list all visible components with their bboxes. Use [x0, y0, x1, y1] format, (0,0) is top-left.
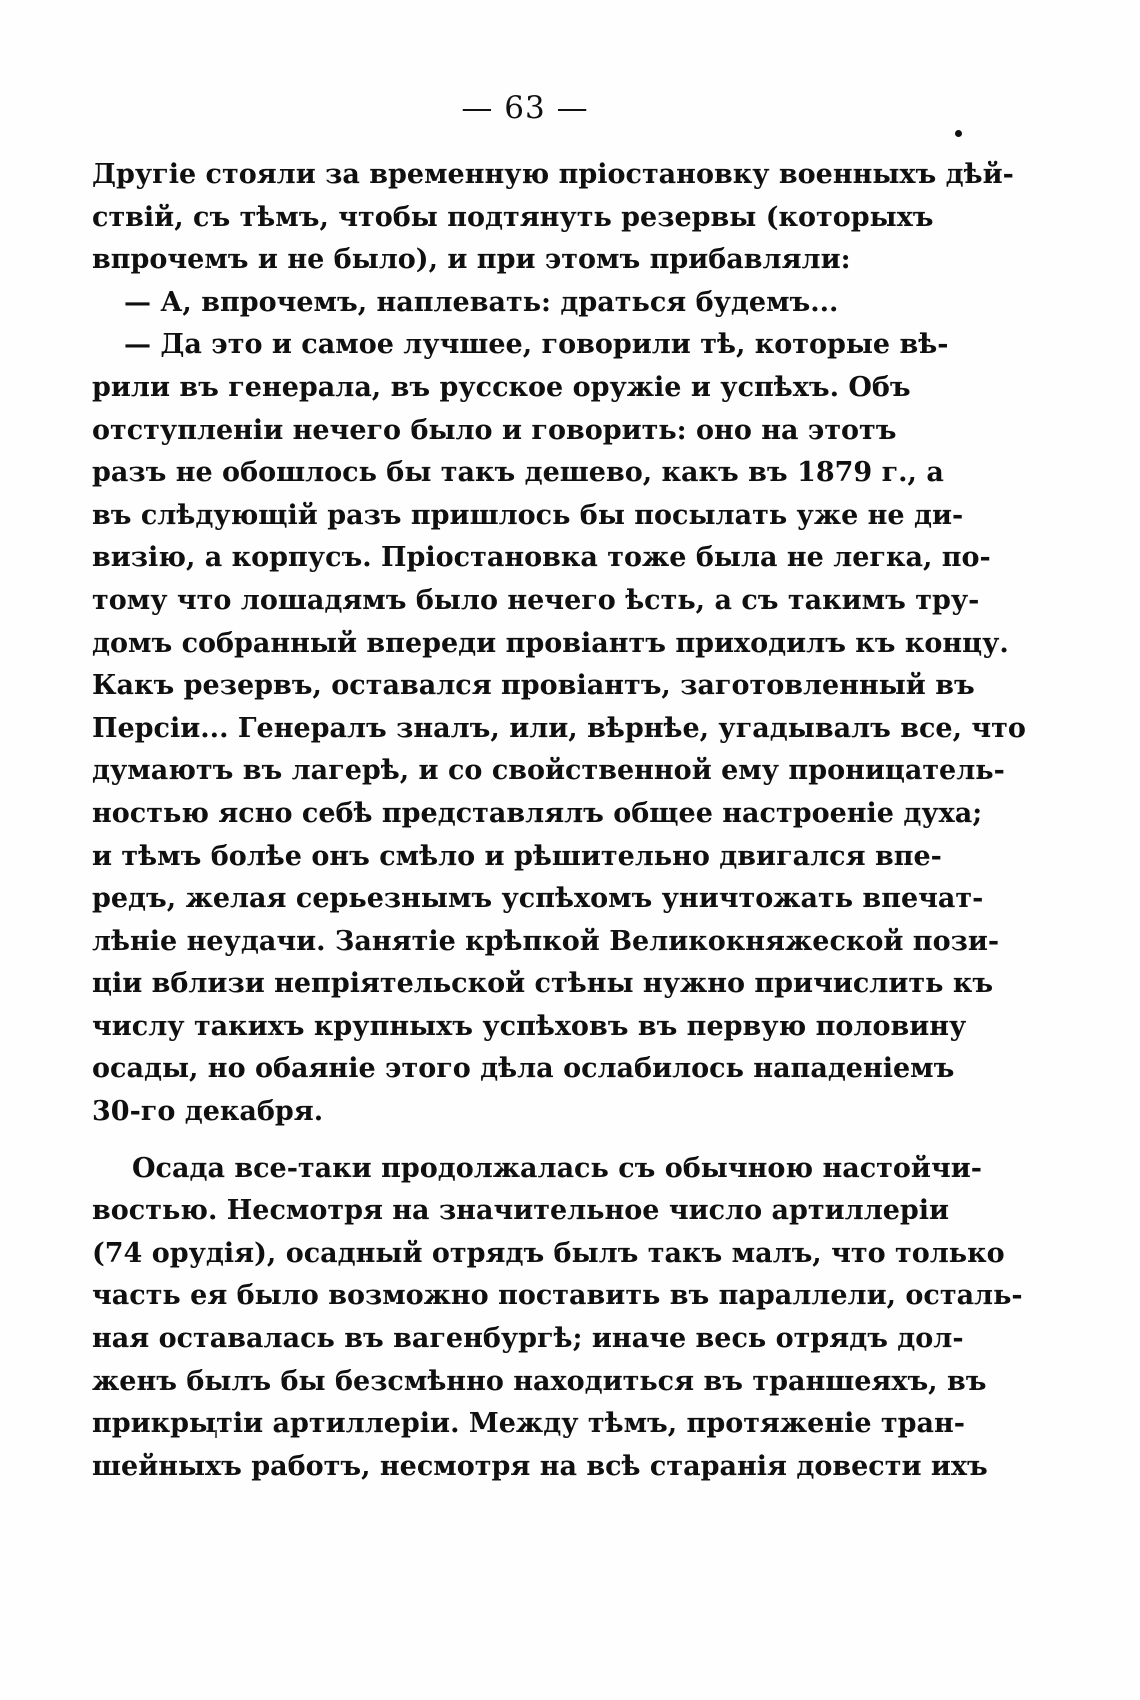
text-line: Персіи... Генералъ зналъ, или, вѣрнѣе, угадывалъ все, что — [92, 712, 1026, 744]
text-line: женъ былъ бы безсмѣнно находиться въ траншеяхъ, въ — [92, 1365, 987, 1397]
text-line: впрочемъ и не было), и при этомъ прибавляли: — [92, 244, 851, 276]
text-line: лѣніе неудачи. Занятіе крѣпкой Великокняжеской пози- — [92, 925, 1000, 957]
text-line: тому что лошадямъ было нечего ѣсть, а съ такимъ тру- — [92, 584, 980, 616]
text-line: домъ собранный впереди провіантъ приходилъ къ концу. — [92, 627, 1009, 659]
text-line: осады, но обаяніе этого дѣла ослабилось нападеніемъ — [92, 1053, 955, 1085]
dialog-line: — А, впрочемъ, наплевать: драться будемъ... — [124, 286, 839, 318]
text-line: часть ея было возможно поставить въ параллели, осталь- — [92, 1280, 1023, 1312]
text-line: числу такихъ крупныхъ успѣховъ въ первую половину — [92, 1010, 967, 1042]
text-line: разъ не обошлось бы такъ дешево, какъ въ 1879 г., а — [92, 457, 944, 489]
text-line: прикрытіи артиллеріи. Между тѣмъ, протяженіе тран- — [92, 1408, 965, 1440]
text-line: ная оставалась въ вагенбургѣ; иначе весь отрядъ дол- — [92, 1323, 964, 1355]
dialog-line: — Да это и самое лучшее, говорили тѣ, которые вѣ- — [124, 329, 949, 361]
paragraph-gap — [92, 1134, 870, 1148]
text-line: и тѣмъ болѣе онъ смѣло и рѣшительно двигался впе- — [92, 840, 942, 872]
text-line: редъ, желая серьезнымъ успѣхомъ уничтожать впечат- — [92, 883, 984, 915]
text-line: ностью ясно себѣ представлялъ общее настроеніе духа; — [92, 797, 983, 829]
text-line: востью. Несмотря на значительное число артиллеріи — [92, 1195, 950, 1227]
text-line: Осада все-таки продолжалась съ обычною настойчи- — [132, 1152, 982, 1184]
text-line: рили въ генерала, въ русское оружіе и успѣхъ. Объ — [92, 371, 911, 403]
text-line: ствій, съ тѣмъ, чтобы подтянуть резервы (которыхъ — [92, 201, 934, 233]
body-text — [92, 154, 1026, 1488]
page-number: — 63 — — [461, 90, 589, 126]
text-line: въ слѣдующій разъ пришлось бы посылать уже не ди- — [92, 499, 964, 531]
text-line: ціи вблизи непріятельской стѣны нужно причислить къ — [92, 968, 994, 1000]
text-line: Другіе стояли за временную пріостановку военныхъ дѣй- — [92, 159, 1014, 190]
text-line: визію, а корпусъ. Пріостановка тоже была не легка, по- — [92, 542, 991, 574]
text-line: думаютъ въ лагерѣ, и со свойственной ему проницатель- — [92, 755, 1005, 787]
text-line: Какъ резервъ, оставался провіантъ, заготовленный въ — [92, 670, 975, 702]
text-line: 30-го декабря. — [92, 1096, 324, 1128]
text-line: (74 орудія), осадный отрядъ былъ такъ малъ, что только — [92, 1237, 1005, 1269]
text-line: отступленіи нечего было и говорить: оно на этотъ — [92, 414, 897, 446]
ink-speck — [955, 130, 962, 137]
text-line: шейныхъ работъ, несмотря на всѣ старанія довести ихъ — [92, 1450, 988, 1482]
